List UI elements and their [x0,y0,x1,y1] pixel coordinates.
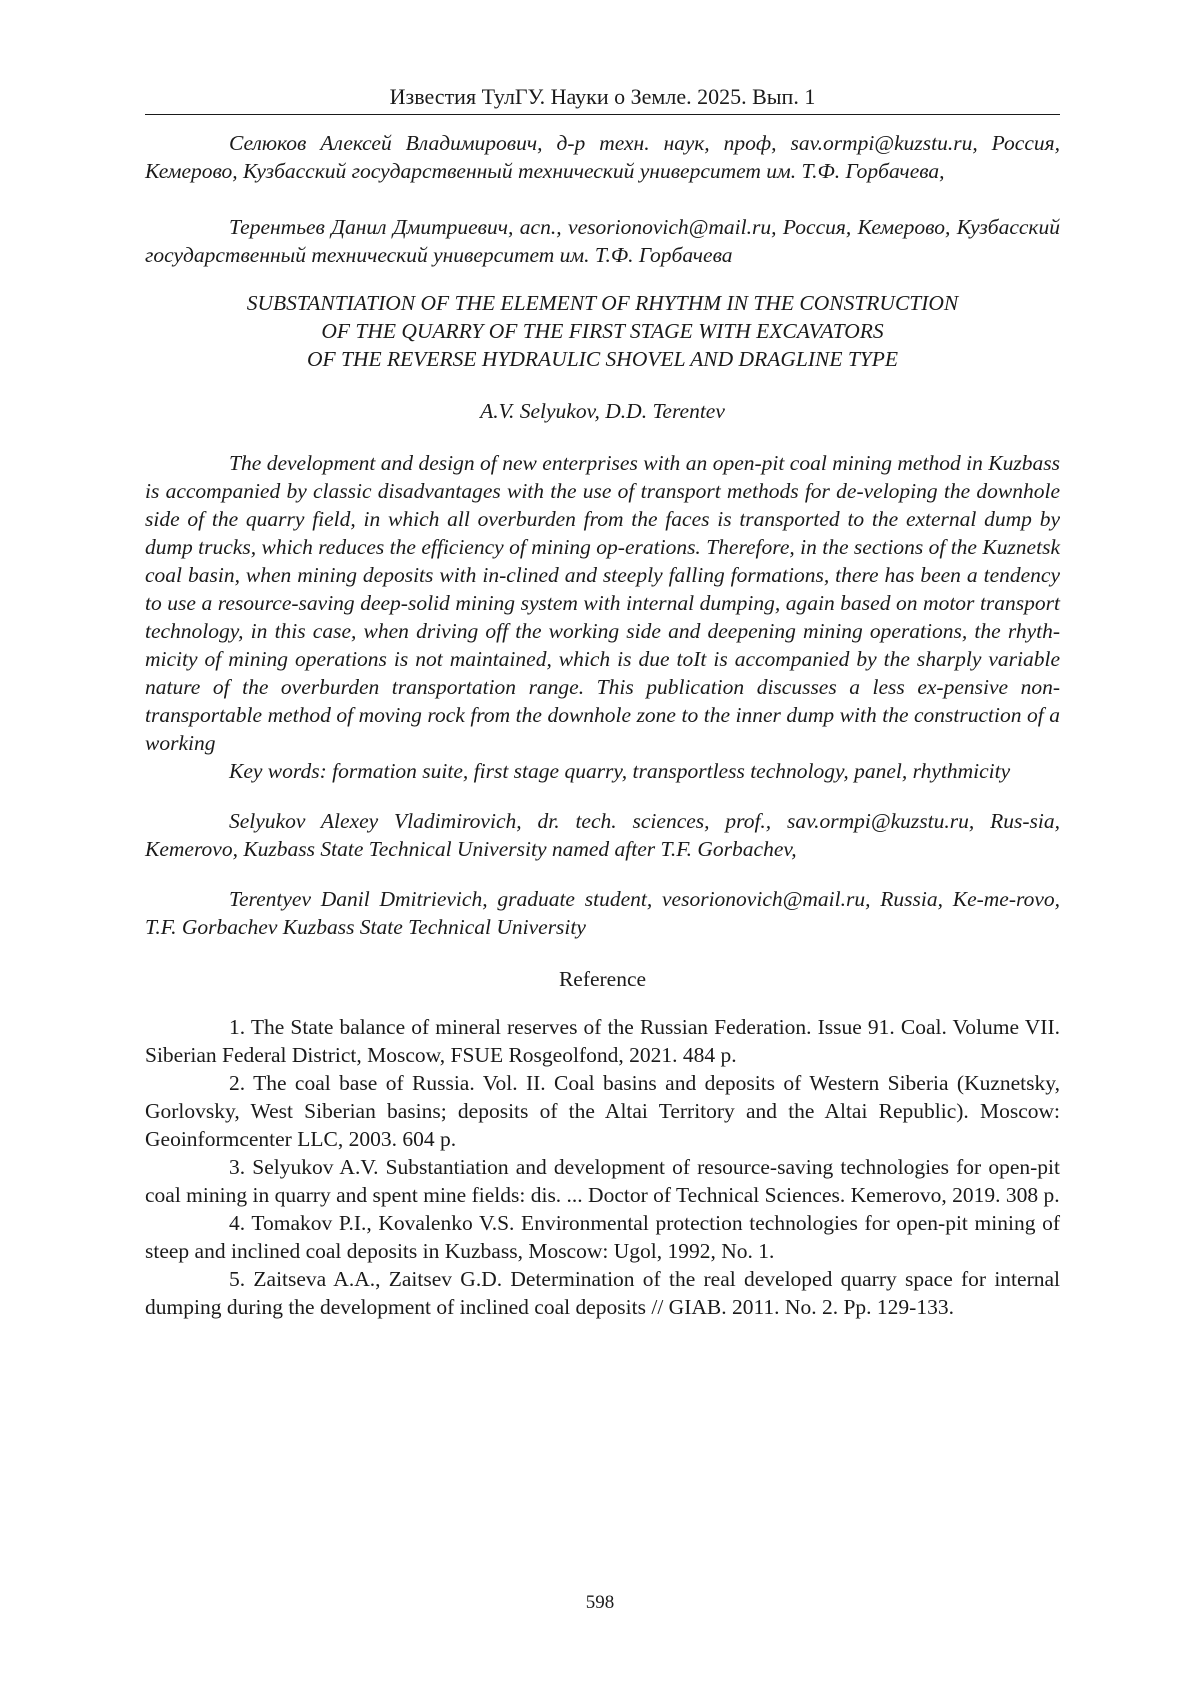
page-body [145,82,1060,1321]
title-authors-en: A.V. Selyukov, D.D. Terentev [480,399,725,423]
title-line-2: OF THE QUARRY OF THE FIRST STAGE WITH EXCAVATORS [321,319,884,343]
references-list [145,1013,1060,1321]
author-ru-1-text: Селюков Алексей Владимирович, д-р техн. наук, проф, sav.ormpi@kuzstu.ru, Россия, Кемерово, Кузбасский государственный технический университет им. Т.Ф. Горбачева, [145,131,1060,183]
abstract [145,449,1060,785]
reference-item: 2. The coal base of Russia. Vol. II. Coal basins and deposits of Western Siberia (Kuznetsky, Gorlovsky, West Siberian basins; deposits of the Altai Territory and the Altai Republic). Moscow: Geoinformcenter LLC, 2003. 604 p. [145,1071,1060,1151]
references-heading: Reference [558,967,647,991]
author-en-2 [145,885,1060,941]
keywords: Key words: formation suite, first stage quarry, transportless technology, panel, rhythmicity [229,759,1011,783]
author-en-1-text: Selyukov Alexey Vladimirovich, dr. tech. sciences, prof., sav.ormpi@kuzstu.ru, Rus-sia, Kemerovo, Kuzbass State Technical University named after T.F. Gorbachev, [145,809,1060,861]
author-en-1 [145,807,1060,863]
abstract-text: The development and design of new enterprises with an open-pit coal mining method in Kuzbass is accompanied by classic disadvantages with the use of transport methods for de-veloping the downhole side of the quarry field, in which all overburden from the faces is transported to the external dump by dump trucks, which reduces the efficiency of mining op-erations. Therefore, in the sections of the Kuznetsk coal basin, when mining deposits with in-clined and steeply falling formations, there has been a tendency to use a resource-saving deep-solid mining system with internal dumping, again based on motor transport technology, in this case, when driving off the working side and deepening mining operations, the rhyth-micity of mining operations is not maintained, which is due toIt is accompanied by the sharply variable nature of the overburden transportation range. This publication discusses a less ex-pensive non-transportable method of moving rock from the downhole zone to the inner dump with the construction of a working [145,451,1060,755]
author-en-2-text: Terentyev Danil Dmitrievich, graduate student, vesorionovich@mail.ru, Russia, Ke-me-rovo, T.F. Gorbachev Kuzbass State Technical University [145,887,1060,939]
reference-item: 4. Tomakov P.I., Kovalenko V.S. Environmental protection technologies for open-pit mining of steep and inclined coal deposits in Kuzbass, Moscow: Ugol, 1992, No. 1. [145,1211,1060,1263]
running-head: Известия ТулГУ. Науки о Земле. 2025. Вып. 1 [145,82,1060,115]
article-title-en [145,289,1060,373]
page-number: 598 [585,1592,615,1613]
reference-item: 3. Selyukov A.V. Substantiation and development of resource-saving technologies for open-pit coal mining in quarry and spent mine fields: dis. ... Doctor of Technical Sciences. Kemerovo, 2019. 308 p. [145,1155,1060,1207]
author-ru-2 [145,213,1060,269]
author-ru-1 [145,129,1060,185]
title-line-3: OF THE REVERSE HYDRAULIC SHOVEL AND DRAGLINE TYPE [306,347,899,371]
reference-item: 5. Zaitseva A.A., Zaitsev G.D. Determination of the real developed quarry space for internal dumping during the development of inclined coal deposits // GIAB. 2011. No. 2. Pp. 129-133. [145,1267,1060,1319]
title-line-1: SUBSTANTIATION OF THE ELEMENT OF RHYTHM IN THE CONSTRUCTION [246,291,959,315]
author-ru-2-text: Терентьев Данил Дмитриевич, асп., vesorionovich@mail.ru, Россия, Кемерово, Кузбасский государственный технический университет им. Т.Ф. Горбачева [145,215,1060,267]
reference-item: 1. The State balance of mineral reserves of the Russian Federation. Issue 91. Coal. Volume VII. Siberian Federal District, Moscow, FSUE Rosgeolfond, 2021. 484 p. [145,1015,1060,1067]
